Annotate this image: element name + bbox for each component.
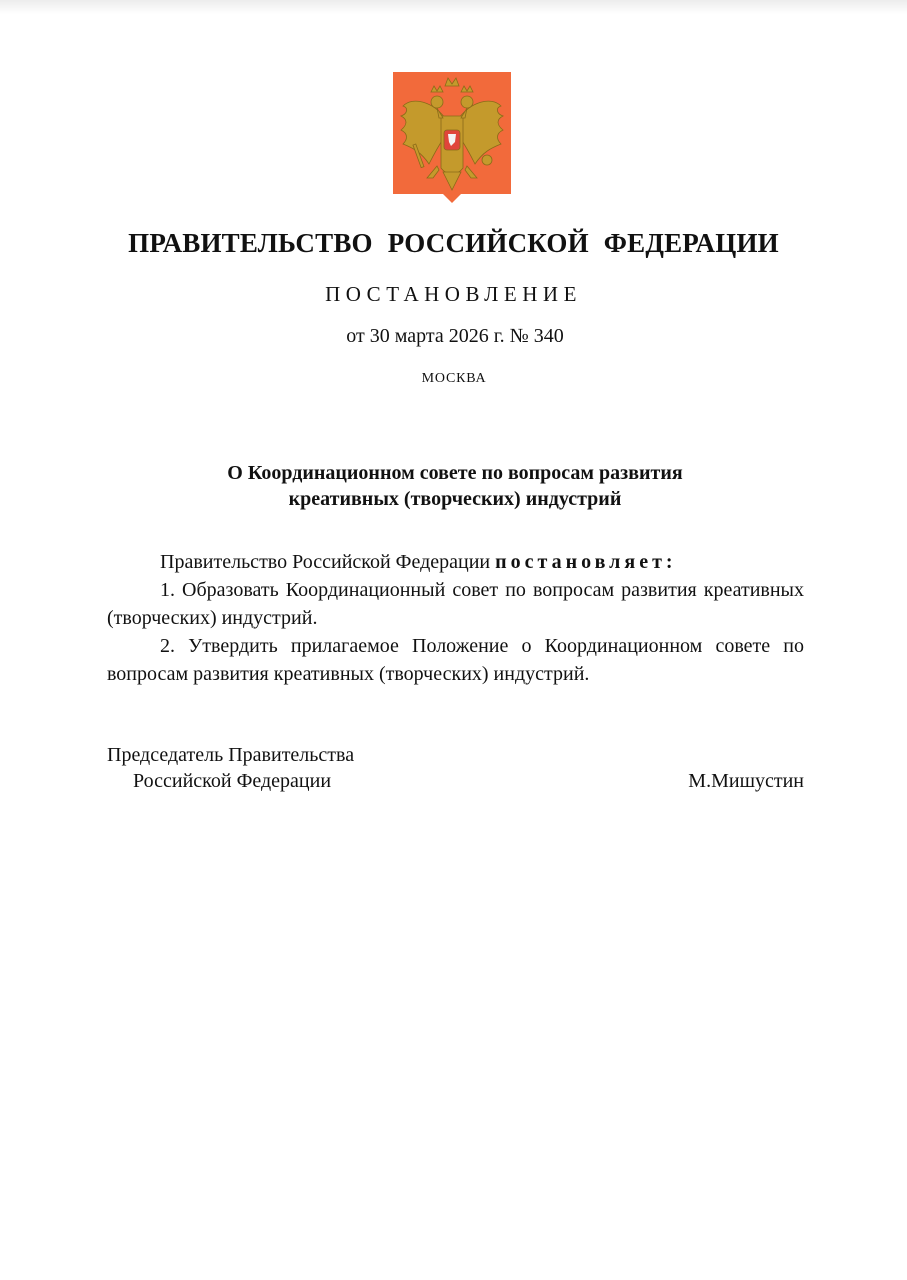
body-item-2: 2. Утвердить прилагаемое Положение о Координационном совете по вопросам развития креативных (творческих) индустрий.	[107, 635, 804, 685]
subject-line-1: О Координационном совете по вопросам развития	[227, 462, 683, 484]
preamble	[107, 548, 804, 576]
preamble-action: постановляет:	[495, 551, 677, 573]
document-date-number: от 30 марта 2026 г. № 340	[346, 325, 564, 347]
document-type: ПОСТАНОВЛЕНИЕ	[325, 282, 582, 306]
signatory-name: М.Мишустин	[688, 770, 804, 792]
document-subject	[0, 460, 907, 512]
signatory-position	[107, 742, 354, 794]
signatory-position-line-1: Председатель Правительства	[107, 744, 355, 766]
subject-line-2: креативных (творческих) индустрий	[288, 488, 622, 510]
body-item-1: 1. Образовать Координационный совет по вопросам развития креативных (творческих) индустрий.	[107, 579, 804, 629]
document-city: МОСКВА	[421, 371, 487, 386]
coat-of-arms-icon	[393, 72, 511, 204]
government-title: ПРАВИТЕЛЬСТВО РОССИЙСКОЙ ФЕДЕРАЦИИ	[128, 228, 779, 258]
page-top-shadow	[0, 0, 907, 14]
preamble-prefix: Правительство Российской Федерации	[160, 551, 491, 573]
document-body	[107, 548, 804, 688]
signatory-position-line-2: Российской Федерации	[133, 770, 332, 792]
